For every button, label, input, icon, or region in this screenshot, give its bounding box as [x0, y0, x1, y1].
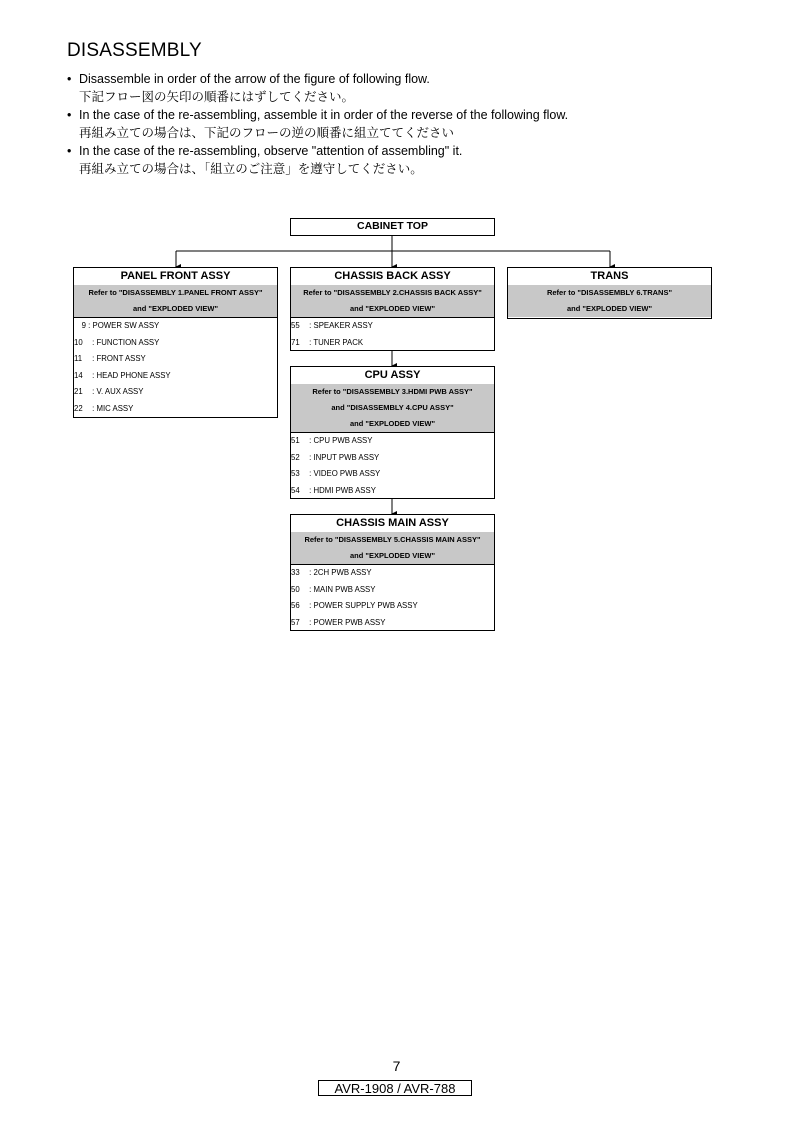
part-number: 71 [291, 337, 300, 347]
part-item [291, 565, 494, 582]
box-reference [291, 532, 494, 564]
reference-line: and "EXPLODED VIEW" [132, 304, 219, 313]
reference-line: Refer to "DISASSEMBLY 2.CHASSIS BACK ASSY" [303, 288, 482, 297]
reference-line: and "DISASSEMBLY 4.CPU ASSY" [331, 403, 454, 412]
box-title: CPU ASSY [364, 369, 421, 381]
part-number: 11 [74, 354, 83, 363]
part-number: 54 [291, 485, 300, 495]
part-label: : POWER SUPPLY PWB ASSY [309, 601, 418, 610]
part-number: 57 [291, 617, 300, 627]
instruction-ja: 再組み立ての場合は、下記のフローの逆の順番に組立ててください [79, 126, 455, 140]
reference-line: Refer to "DISASSEMBLY 5.CHASSIS MAIN ASSY" [304, 535, 481, 544]
box-reference [508, 285, 711, 317]
part-label: : HDMI PWB ASSY [309, 485, 376, 495]
instruction-item [67, 106, 747, 142]
trans-box [507, 267, 712, 319]
page-number: 7 [392, 1058, 401, 1074]
part-item [74, 401, 277, 418]
part-number: 55 [291, 321, 300, 330]
part-number: 52 [291, 452, 300, 462]
box-title: CHASSIS MAIN ASSY [336, 517, 449, 529]
part-label: : CPU PWB ASSY [309, 436, 373, 445]
reference-line: Refer to "DISASSEMBLY 1.PANEL FRONT ASSY" [88, 288, 263, 297]
box-reference [291, 285, 494, 317]
chassis-main-box [290, 514, 495, 631]
reference-line: and "EXPLODED VIEW" [566, 304, 653, 313]
reference-line: Refer to "DISASSEMBLY 3.HDMI PWB ASSY" [312, 387, 473, 396]
part-label: : MIC ASSY [92, 403, 134, 413]
instruction-en: • Disassemble in order of the arrow of the figure of following flow. [79, 72, 430, 86]
instruction-en: • In the case of the re-assembling, assemble it in order of the reverse of the following flow. [79, 108, 569, 122]
page-title: DISASSEMBLY [67, 40, 202, 61]
part-item [291, 335, 494, 352]
part-item [74, 318, 277, 335]
part-number: 50 [291, 584, 300, 594]
part-list [74, 317, 277, 417]
cabinet-top-box [290, 218, 495, 236]
part-label: : INPUT PWB ASSY [309, 452, 380, 462]
part-item [74, 335, 277, 352]
instruction-ja: 再組み立ての場合は、「組立のご注意」を遵守してください。 [79, 162, 423, 176]
part-item [74, 368, 277, 385]
instruction-item [67, 142, 747, 178]
reference-line: Refer to "DISASSEMBLY 6.TRANS" [546, 288, 673, 297]
part-number: 22 [74, 403, 83, 413]
reference-line: and "EXPLODED VIEW" [349, 551, 436, 560]
part-item [291, 582, 494, 599]
part-item [291, 598, 494, 615]
part-label: : V. AUX ASSY [92, 387, 144, 396]
part-list [291, 317, 494, 351]
part-item [74, 384, 277, 401]
part-number: 14 [74, 370, 83, 380]
part-number: 33 [291, 568, 300, 577]
box-reference [291, 384, 494, 432]
panel-front-box [73, 267, 278, 418]
part-label: : FUNCTION ASSY [92, 337, 160, 347]
reference-line: and "EXPLODED VIEW" [349, 419, 436, 428]
part-item [74, 351, 277, 368]
instruction-ja: 下記フロー図の矢印の順番にはずしてください。 [79, 90, 355, 104]
part-item [291, 450, 494, 467]
box-title: PANEL FRONT ASSY [120, 270, 231, 282]
part-item [291, 466, 494, 483]
box-reference [74, 285, 277, 317]
part-number: 56 [291, 601, 300, 610]
part-number: 21 [74, 387, 83, 396]
chassis-back-box [290, 267, 495, 351]
part-label: : TUNER PACK [309, 337, 364, 347]
instruction-list [67, 70, 747, 178]
part-item [291, 433, 494, 450]
part-label: : POWER SW ASSY [88, 321, 160, 330]
part-label: : MAIN PWB ASSY [309, 584, 376, 594]
part-item [291, 483, 494, 500]
part-label: : SPEAKER ASSY [309, 321, 373, 330]
cpu-assy-box [290, 366, 495, 499]
box-title: CHASSIS BACK ASSY [334, 270, 451, 282]
part-number: 53 [291, 469, 300, 478]
part-label: : 2CH PWB ASSY [309, 568, 372, 577]
part-number: 51 [291, 436, 300, 445]
part-item [291, 615, 494, 632]
part-label: : VIDEO PWB ASSY [309, 469, 381, 478]
part-label: : POWER PWB ASSY [309, 617, 386, 627]
instruction-item [67, 70, 747, 106]
box-title: CABINET TOP [357, 220, 428, 232]
reference-line: and "EXPLODED VIEW" [349, 304, 436, 313]
part-item [291, 318, 494, 335]
part-label: : FRONT ASSY [92, 354, 146, 363]
instruction-en: • In the case of the re-assembling, observe "attention of assembling" it. [79, 144, 463, 158]
part-list [291, 432, 494, 499]
part-label: : HEAD PHONE ASSY [92, 370, 171, 380]
part-list [291, 564, 494, 631]
model-label: AVR-1908 / AVR-788 [318, 1080, 472, 1096]
part-number: 10 [74, 337, 83, 347]
part-number: 9 [81, 321, 86, 330]
box-title: TRANS [590, 270, 629, 282]
